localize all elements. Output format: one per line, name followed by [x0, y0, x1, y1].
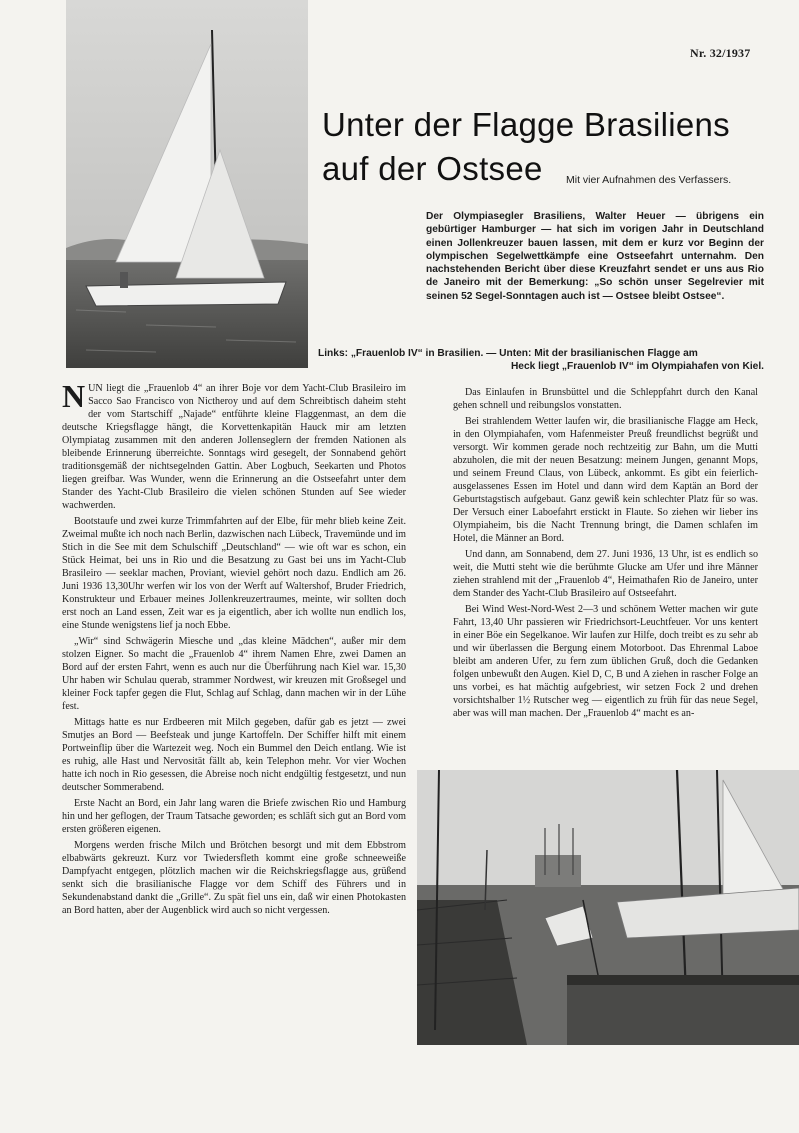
paragraph-text: UN liegt die „Frauenlob 4“ an ihrer Boje vor dem Yacht-Club Brasileiro im Sacco Sao Francisco von Nictheroy und auf dem Schreibtisch daheim steht der vom Startschiff „Najade“ entführte kleine Flaggenmast, an dem die deutsche Kriegsflagge hängt, die Korvettenkapitän Hauck mir am letzten Olympiatag zusammen mit den anderen Jollenseglern der fremden Nationen als bleibende Erinnerung überreichte. Sonntags wird gesegelt, der Sonnabend gehört traditionsgemäß der nichtsegelnden Gattin. Aber Logbuch, Seekarten und Photos liegen greifbar. Was Wunder, wenn die Erinnerung an die Ostseefahrt unter dem Stander des Yacht-Club Brasileiro die vielen schönen Stunden auf See wieder wachwerden.	[62, 383, 406, 511]
issue-number: Nr. 32/1937	[690, 46, 751, 60]
paragraph	[62, 378, 406, 512]
paragraph: Bei Wind West-Nord-West 2—3 und schönem Wetter machen wir gute Fahrt, 13,40 Uhr passieren wir Friedrichsort-Leuchtfeuer. Vor uns kentert in einer Böe ein Segelkanoe. Wir laufen zur Hilfe, doch treibt es zu sehr ab und wir überlassen die Bergung einem Motorboot. Das Ehrenmal Laboe bleibt am anderen Ufer, zu fern zum üblichen Gruß, doch die Gedanken folgen unbewußt den Augen. Kiel D, C, B und A ziehen in rascher Folge an uns vorbei, es hat mächtig aufgebriest, wir setzen Fock 2 und drehen vorsichtshalber 1½ Rutscher weg — eigentlich zu früh für das neue Segel, aber was will man machen. Der „Frauenlob 4“ macht es an-	[453, 604, 758, 719]
right-column	[453, 386, 758, 723]
photo-caption	[318, 347, 764, 374]
photo-credit: Mit vier Aufnahmen des Verfassers.	[566, 174, 732, 186]
paragraph: Das Einlaufen in Brunsbüttel und die Schleppfahrt durch den Kanal gehen schnell und reibungslos vonstatten.	[453, 387, 758, 411]
paragraph: Und dann, am Sonnabend, dem 27. Juni 1936, 13 Uhr, ist es endlich so weit, die Mutti steht wie die berühmte Glucke am Ufer und ihre Männer ziehen strahlend mit der „Frauenlob 4“, Heimathafen Rio de Janeiro, unter dem Stander des Yacht-Club Brasileiro auf Ostseefahrt.	[453, 549, 758, 599]
article-title-line2: auf der Ostsee	[322, 150, 543, 187]
paragraph: Erste Nacht an Bord, ein Jahr lang waren die Briefe zwischen Rio und Hamburg hin und her geflogen, der Traum Tatsache geworden; es schläft sich gut an Bord vom ersten größeren eigenen.	[62, 798, 406, 835]
paragraph: Morgens werden frische Milch und Brötchen besorgt und mit dem Ebbstrom elbabwärts gekreuzt. Kurz vor Twiedersfleth kommt eine große schneeweiße Dampfyacht entgegen, plötzlich machen wir die Reichskriegsflagge aus, grüßend senkt sich die brasilianische Flagge vor dem Schiff des Führers und in Sekundenabstand dankt die „Grille“. Zu spät fiel uns ein, daß wir einen Photokasten an Bord hatten, aber der Augenblick wird auch so nicht vergessen.	[62, 840, 406, 916]
caption-line-1: Links: „Frauenlob IV“ in Brasilien. — Unten: Mit der brasilianischen Flagge am	[318, 348, 698, 359]
harbor-photo	[417, 770, 799, 1045]
paragraph: Bei strahlendem Wetter laufen wir, die brasilianische Flagge am Heck, in den Olympiahafen, vom Hafenmeister Preuß freundlichst begrüßt und versorgt. Wir kommen gerade noch rechtzeitig zur Bahn, um die Mutti abzuholen, die mit der neuen Besatzung: meinem Jungen, genannt Mops, und seinem Freund Claus, von Lübeck, ankommt. Es gibt ein feierlich-ausgelassenes Essen im Hotel und dann wird dem Kaptän an Bord der Geburtstagstisch aufgebaut. Ganz gewiß kein schlechter Platz für so was. Der Versuch einer Laboefahrt erstickt in Flaute. So ziehen wir lieber ins Olympiaheim, bis die Nacht Trennung bringt, die Damen schlafen im Hotel, die Männer an Bord.	[453, 416, 758, 544]
article-title-line1: Unter der Flagge Brasiliens	[322, 106, 730, 143]
left-column	[62, 378, 406, 920]
intro-paragraph: Der Olympiasegler Brasiliens, Walter Heuer — übrigens ein gebürtiger Hamburger — hat sich im vorigen Jahr in Deutschland einen Jollenkreuzer bauen lassen, mit dem er kurz vor Beginn der olympischen Segelwettkämpfe eine Ostseefahrt unternahm. Den nachstehenden Bericht über diese Kreuzfahrt sendet er uns aus Rio de Janeiro mit der Bemerkung: „So schön unser Segelrevier mit seinen 52 Segel-Sonntagen auch ist — Ostsee bleibt Ostsee“.	[426, 211, 764, 302]
drop-cap: N	[62, 378, 86, 414]
paragraph: Bootstaufe und zwei kurze Trimmfahrten auf der Elbe, für mehr blieb keine Zeit. Zweimal mußte ich noch nach Berlin, dazwischen nach Lübeck, Travemünde und im Stich in die See mit dem Schulschiff „Deutschland“ — wie oft war es schon, ein Stück Heimat, bei uns in Rio und die Besatzung zu Gast bei uns im Yacht-Club Brasileiro — seeklar machen, Proviant, wieviel gehört noch dazu. Endlich am 26. Juni 1936 13,30Uhr werfen wir los von der Werft auf Waltershof, Bruder Friedrich, Konstrukteur und Erbauer meines Jollenkreuzertraumes, meinte, wir sollten doch erst noch an Land essen, Zeit war es ja eigentlich, aber ich wollte nun endlich los, eine Stunde wenigstens lief ja noch Ebbe.	[62, 516, 406, 631]
paragraph: „Wir“ sind Schwägerin Miesche und „das kleine Mädchen“, außer mir dem stolzen Eigner. So macht die „Frauenlob 4“ ihrem Namen Ehre, zwei Damen an Bord auf der ersten Fahrt, wenn es auch nur die Überführung nach Kiel war. 15,30 Uhr haben wir Schulau querab, strammer Nordwest, wir kreuzen mit Großsegel und kleiner Fock tapfer gegen die Flut, Schlag auf Schlag, dann machen wir in der Lühe fest.	[62, 636, 406, 712]
sailboat-photo	[66, 0, 308, 368]
paragraph: Mittags hatte es nur Erdbeeren mit Milch gegeben, dafür gab es jetzt — zwei Smutjes an Bord — Beefsteak und junge Kartoffeln. Der Schiffer hilft mit einem Portweinflip über die Wartezeit weg. Noch ein Bummel den Deich entlang. Wie ist es ruhig, alle Hast und Nervosität fällt ab, kein Telephon mehr. Vor vier Wochen hatte ich noch in Rio gesessen, die Abreise noch nicht endgültig festgesetzt, und nun deutscher Sommerabend.	[62, 717, 406, 793]
caption-line-2: Heck liegt „Frauenlob IV“ im Olympiahafen von Kiel.	[510, 361, 764, 373]
